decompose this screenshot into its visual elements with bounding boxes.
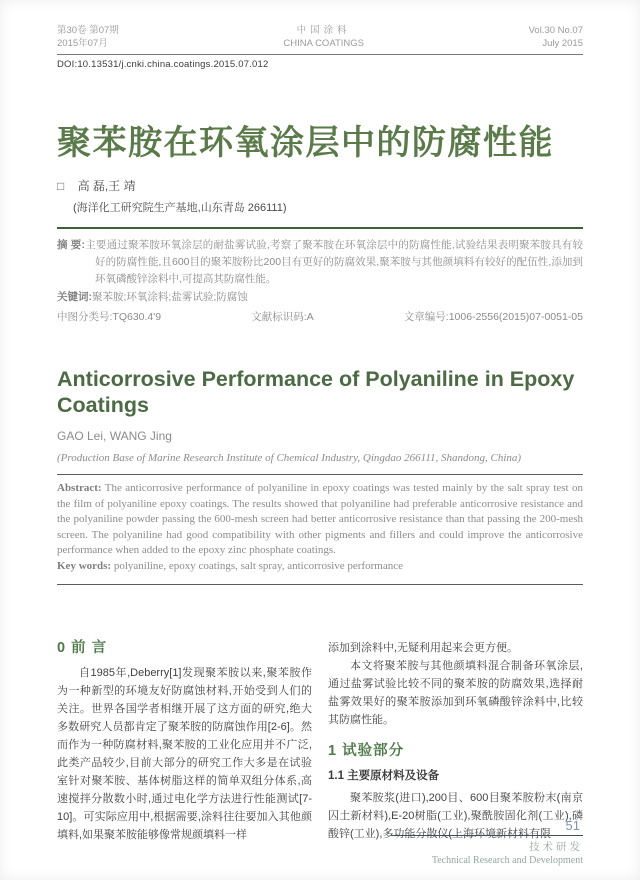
page-number: 51 (565, 818, 580, 833)
english-title-section (57, 366, 583, 585)
body-column-right (328, 639, 583, 844)
intro-paragraph: 自1985年,Deberry[1]发现聚苯胺以来,聚苯胺作为一种新型的环境友好防腐蚀材料,开始受到人们的关注。世界各国学者相继开展了这方面的研究,绝大多数研究人员都肯定了聚苯胺的防腐蚀作用[2-6]。然而作为一种防腐材料,聚苯胺的工业化应用并不广泛,此类产品较少,目前大部分的研究工作大多是在试验室针对聚苯胺、基体树脂这样的简单双组分体系,高速搅拌分散数小时,通过电化学方法进行性能测试[7-10]。可实际应用中,根据需要,涂料往往要加入其他颜填料,如果聚苯胺能够像常规颜填料一样 (57, 667, 312, 841)
abstract-section-cn (57, 237, 583, 326)
section-heading-0: 0 前 言 (57, 640, 108, 656)
footer-column-title-en: Technical Research and Development (431, 855, 583, 866)
keywords-cn: 聚苯胺;环氧涂料;盐雾试验;防腐蚀 (92, 291, 248, 303)
materials-paragraph: 聚苯胺浆(进口),200目、600目聚苯胺粉末(南京囚土新材料),E-20树脂(工业),聚酰胺固化剂(工业),磷酸锌(工业),多功能分散仪(上海环境新材料有限 (328, 792, 583, 840)
body-column-left (57, 639, 312, 844)
keywords-label-cn: 关键词: (57, 291, 92, 303)
affiliation-cn: (海洋化工研究院生产基地,山东青岛 266111) (73, 202, 287, 214)
subsection-heading-1-1: 1.1 主要原材料及设备 (328, 770, 440, 782)
abstract-label-cn: 摘 要: (57, 239, 85, 251)
volume-issue-en: Vol.30 No.07 (528, 25, 583, 36)
authors-cn: 高 磊,王 靖 (77, 179, 136, 193)
abstract-text-en: The anticorrosive performance of polyaniline in epoxy coatings was tested mainly by the salt spray test on the film of polyaniline epoxy coatings. The results showed that polyaniline had preferable anticorrosive resistance and the polyaniline powder passing the 600-mesh screen had better anticorrosive resistance than that passing the 200-mesh screen. The polyaniline had good compatibility with other pigments and fillers and could improve the anticorrosive performance when added to the epoxy zinc phosphate coatings. (57, 482, 583, 556)
clc-number: 中图分类号:TQ630.4'9 (57, 311, 162, 323)
header-journal-block (283, 24, 364, 50)
article-title-cn: 聚苯胺在环氧涂层中的防腐性能 (57, 124, 554, 162)
english-abstract-top-divider (57, 474, 583, 475)
header-divider (57, 54, 583, 55)
abstract-label-en: Abstract: (57, 482, 102, 494)
header-volume-en-block (529, 24, 583, 50)
approach-paragraph: 本文将聚苯胺与其他颜填料混合制备环氧涂层,通过盐雾试验比较不同的聚苯胺的防腐效果,选择耐盐雾效果好的聚苯胺添加到环氧磷酸锌涂料中,比较其防腐性能。 (328, 660, 583, 726)
abstract-text-cn: 主要通过聚苯胺环氧涂层的耐盐雾试验,考察了聚苯胺在环氧涂层中的防腐性能,试验结果表明聚苯胺具有较好的防腐性能,且600目的聚苯胺粉比200目有更好的防腐效果,聚苯胺与其他颜填料有较好的配伍性,添加到环氧磷酸锌涂料中,可提高其防腐性能。 (85, 239, 583, 285)
article-title-en: Anticorrosive Performance of Polyaniline in Epoxy Coatings (57, 367, 575, 417)
affiliation-en: (Production Base of Marine Research Institute of Chemical Industry, Qingdao 266111, Shandong, China) (57, 452, 522, 464)
keywords-line-cn (57, 289, 583, 306)
english-abstract-bottom-divider (57, 584, 583, 585)
body-columns (57, 639, 583, 844)
author-marker-icon: □ (57, 179, 65, 193)
document-code: 文献标识码:A (251, 311, 314, 323)
volume-issue-cn: 第30卷 第07期 (57, 25, 119, 36)
journal-header (57, 24, 583, 70)
journal-title-en: CHINA COATINGS (283, 38, 364, 49)
footer-divider (391, 835, 583, 836)
authors-en: GAO Lei, WANG Jing (57, 429, 172, 443)
journal-title-cn: 中国涂料 (296, 25, 351, 36)
keywords-en: polyaniline, epoxy coatings, salt spray, anticorrosive performance (111, 559, 403, 572)
page-footer (391, 818, 583, 866)
authors-line-cn (57, 177, 583, 194)
issue-date-en: July 2015 (542, 38, 583, 49)
section-heading-1: 1 试验部分 (328, 743, 405, 759)
issue-date-cn: 2015年07月 (57, 38, 108, 49)
abstract-paragraph-en (57, 481, 583, 559)
article-number: 文章编号:1006-2556(2015)07-0051-05 (403, 311, 583, 323)
header-volume-block (57, 24, 119, 50)
footer-column-title-cn: 技术研发 (529, 841, 583, 853)
abstract-top-divider (57, 227, 583, 229)
keywords-label-en: Key words: (57, 559, 112, 572)
classification-row (57, 309, 583, 326)
journal-header-row (57, 24, 583, 50)
keywords-line-en (57, 559, 583, 575)
abstract-paragraph-cn (57, 237, 583, 288)
intro-continuation: 添加到涂料中,无疑利用起来会更方便。 (328, 642, 519, 654)
doi-text: DOI:10.13531/j.cnki.china.coatings.2015.07.012 (57, 59, 269, 70)
